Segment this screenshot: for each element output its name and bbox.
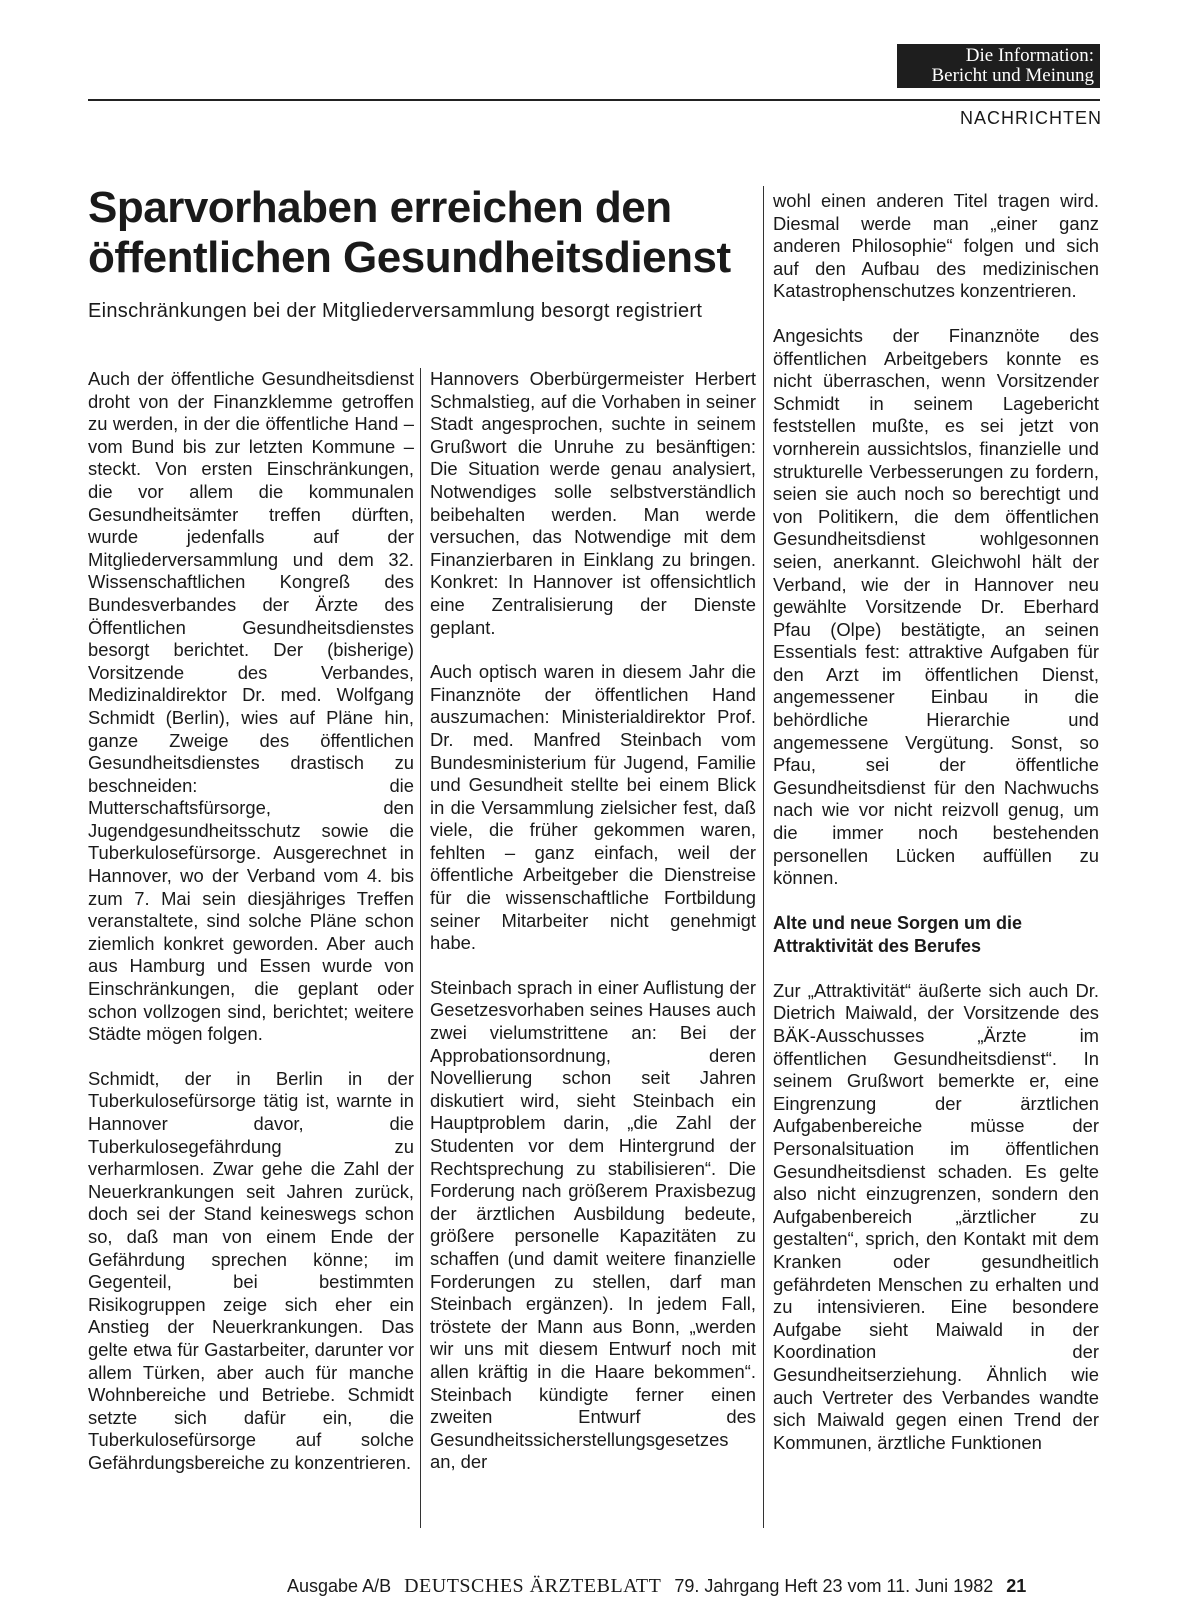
rubric-badge bbox=[897, 44, 1100, 88]
magazine-name: DEUTSCHES ÄRZTEBLATT bbox=[404, 1575, 662, 1597]
headline-line-1: Sparvorhaben erreichen den bbox=[88, 183, 672, 232]
article-column-1 bbox=[88, 368, 414, 1497]
page-footer bbox=[287, 1575, 1097, 1598]
column-divider bbox=[763, 186, 764, 1528]
paragraph: Auch optisch waren in diesem Jahr die Finanznöte der öffentlichen Hand auszumachen: Ministerialdirektor Prof. Dr. med. Manfred Steinbach vom Bundesministerium für Jugend, Familie und Gesundheit stellte bei einem Blick in die Versammlung zielsicher fest, daß viele, die früher gekommen waren, fehlten – ganz einfach, weil der öffentliche Arbeitgeber die Dienstreise für die wissenschaftliche Fortbildung seiner Mitarbeiter nicht genehmigt habe. bbox=[430, 661, 756, 954]
rubric-line-1: Die Information: bbox=[965, 45, 1094, 66]
subheading bbox=[773, 912, 1099, 958]
section-label: NACHRICHTEN bbox=[959, 108, 1102, 128]
headline-line-2: öffentlichen Gesundheitsdienst bbox=[88, 233, 731, 282]
paragraph: wohl einen anderen Titel tragen wird. Diesmal werde man „einer ganz anderen Philosophie“ folgen und sich auf den Aufbau des medizinischen Katastrophenschutzes konzentrieren. bbox=[773, 190, 1099, 302]
subtitle: Einschränkungen bei der Mitgliederversammlung besorgt registriert bbox=[88, 300, 703, 322]
page-number: 21 bbox=[1006, 1576, 1027, 1596]
paragraph: Steinbach sprach in einer Auflistung der Gesetzesvorhaben seines Hauses auch zwei vielumstrittene an: Bei der Approbationsordnung, deren Novellierung schon seit Jahren diskutiert wird, sieht Steinbach ein Hauptproblem darin, „die Zahl der Studenten vor dem Hintergrund der Rechtsprechung zu stabilisieren“. Die Forderung nach größerem Praxisbezug der ärztlichen Ausbildung bedeute, größere personelle Kapazitäten zu schaffen (und damit weitere finanzielle Forderungen zu stellen, darf man Steinbach ergänzen). In jedem Fall, tröstete der Mann aus Bonn, „werden wir uns mit diesem Entwurf noch mit allen kräftig in die Haare bekommen“. Steinbach kündigte ferner einen zweiten Entwurf des Gesundheitssicherstellungsgesetzes an, der bbox=[430, 976, 756, 1473]
article-column-2 bbox=[430, 368, 756, 1496]
paragraph: Schmidt, der in Berlin in der Tuberkulosefürsorge tätig ist, warnte in Hannover davor, die Tuberkulosegefährdung zu verharmlosen. Zwar gehe die Zahl der Neuerkrankungen seit Jahren zurück, doch sei der Stand keineswegs schon so, daß man von einem Ende der Gefährdung sprechen könne; im Gegenteil, bei bestimmten Risikogruppen zeige sich eher ein Anstieg der Neuerkrankungen. Das gelte etwa für Gastarbeiter, darunter vor allem Türken, aber auch für manche Wohnbereiche und Betriebe. Schmidt setzte sich dafür ein, die Tuberkulosefürsorge auf solche Gefährdungsbereiche zu konzentrieren. bbox=[88, 1067, 414, 1473]
paragraph: Hannovers Oberbürgermeister Herbert Schmalstieg, auf die Vorhaben in seiner Stadt angesprochen, suchte in seinem Grußwort die Unruhe zu besänftigen: Die Situation werde genau analysiert, Notwendiges solle selbstverständlich beibehalten werden. Man werde versuchen, das Notwendige mit dem Finanzierbaren in Einklang zu bringen. Konkret: In Hannover ist offensichtlich eine Zentralisierung der Dienste geplant. bbox=[430, 368, 756, 638]
paragraph: Zur „Attraktivität“ äußerte sich auch Dr. Dietrich Maiwald, der Vorsitzende des BÄK-Ausschusses „Ärzte im öffentlichen Gesundheitsdienst“. In seinem Grußwort bemerkte er, eine Eingrenzung der ärztlichen Aufgabenbereiche müsse der Personalsituation im öffentlichen Gesundheitsdienst schaden. Es gelte also nicht einzugrenzen, sondern den Aufgabenbereich „ärztlicher zu gestalten“, sprich, den Kontakt mit dem Kranken oder gesundheitlich gefährdeten Menschen zu erhalten und zu intensivieren. Eine besondere Aufgabe sieht Maiwald in der Koordination der Gesundheitserziehung. Ähnlich wie auch Vertreter des Verbandes wandte sich Maiwald gegen einen Trend der Kommunen, ärztliche Funktionen bbox=[773, 979, 1099, 1453]
article-column-3 bbox=[773, 190, 1099, 1476]
rubric-line-2: Bericht und Meinung bbox=[931, 65, 1094, 86]
edition-label: Ausgabe A/B bbox=[287, 1576, 392, 1596]
paragraph: Angesichts der Finanznöte des öffentlichen Arbeitgebers konnte es nicht überraschen, wenn Vorsitzender Schmidt in seinem Lagebericht feststellen mußte, es sei jetzt von vornherein aussichtslos, finanzielle und strukturelle Verbesserungen zu fordern, seien sie auch noch so berechtigt und von Politikern, die dem öffentlichen Gesundheitsdienst wohlgesonnen seien, anerkannt. Gleichwohl hält der Verband, wie der in Hannover neu gewählte Vorsitzende Dr. Eberhard Pfau (Olpe) bestätigte, an seinen Essentials fest: attraktive Aufgaben für den Arzt im öffentlichen Dienst, angemessener Einbau in die behördliche Hierarchie und angemessene Vergütung. Sonst, so Pfau, sei der öffentliche Gesundheitsdienst für den Nachwuchs nach wie vor nicht reizvoll genug, um die immer noch bestehenden personellen Lücken auffüllen zu können. bbox=[773, 324, 1099, 889]
headline bbox=[88, 183, 748, 283]
header-rule bbox=[88, 99, 1100, 101]
paragraph: Auch der öffentliche Gesundheitsdienst droht von der Finanzklemme getroffen zu werden, in der die öffentliche Hand – vom Bund bis zur letzten Kommune – steckt. Von ersten Einschränkungen, die vor allem die kommunalen Gesundheitsämter treffen dürften, wurde jedenfalls auf der Mitgliederversammlung und dem 32. Wissenschaftlichen Kongreß des Bundesverbandes der Ärzte des Öffentlichen Gesundheitsdienstes besorgt berichtet. Der (bisherige) Vorsitzende des Verbandes, Medizinaldirektor Dr. med. Wolfgang Schmidt (Berlin), wies auf Pläne hin, ganze Zweige des öffentlichen Gesundheitsdienstes drastisch zu beschneiden: die Mutterschaftsfürsorge, den Jugendgesundheitsschutz sowie die Tuberkulosefürsorge. Ausgerechnet in Hannover, wo der Verband vom 4. bis zum 7. Mai sein diesjähriges Treffen veranstaltete, sind solche Pläne schon ziemlich konkret geworden. Aber auch aus Hamburg und Essen wurde von Einschränkungen, die geplant oder schon vollzogen sind, berichtet; weitere Städte mögen folgen. bbox=[88, 368, 414, 1045]
issue-info: 79. Jahrgang Heft 23 vom 11. Juni 1982 bbox=[674, 1576, 994, 1596]
subheading-line-1: Alte und neue Sorgen um die bbox=[773, 912, 1023, 933]
column-divider bbox=[420, 368, 421, 1528]
subheading-line-2: Attraktivität des Berufes bbox=[773, 935, 982, 956]
